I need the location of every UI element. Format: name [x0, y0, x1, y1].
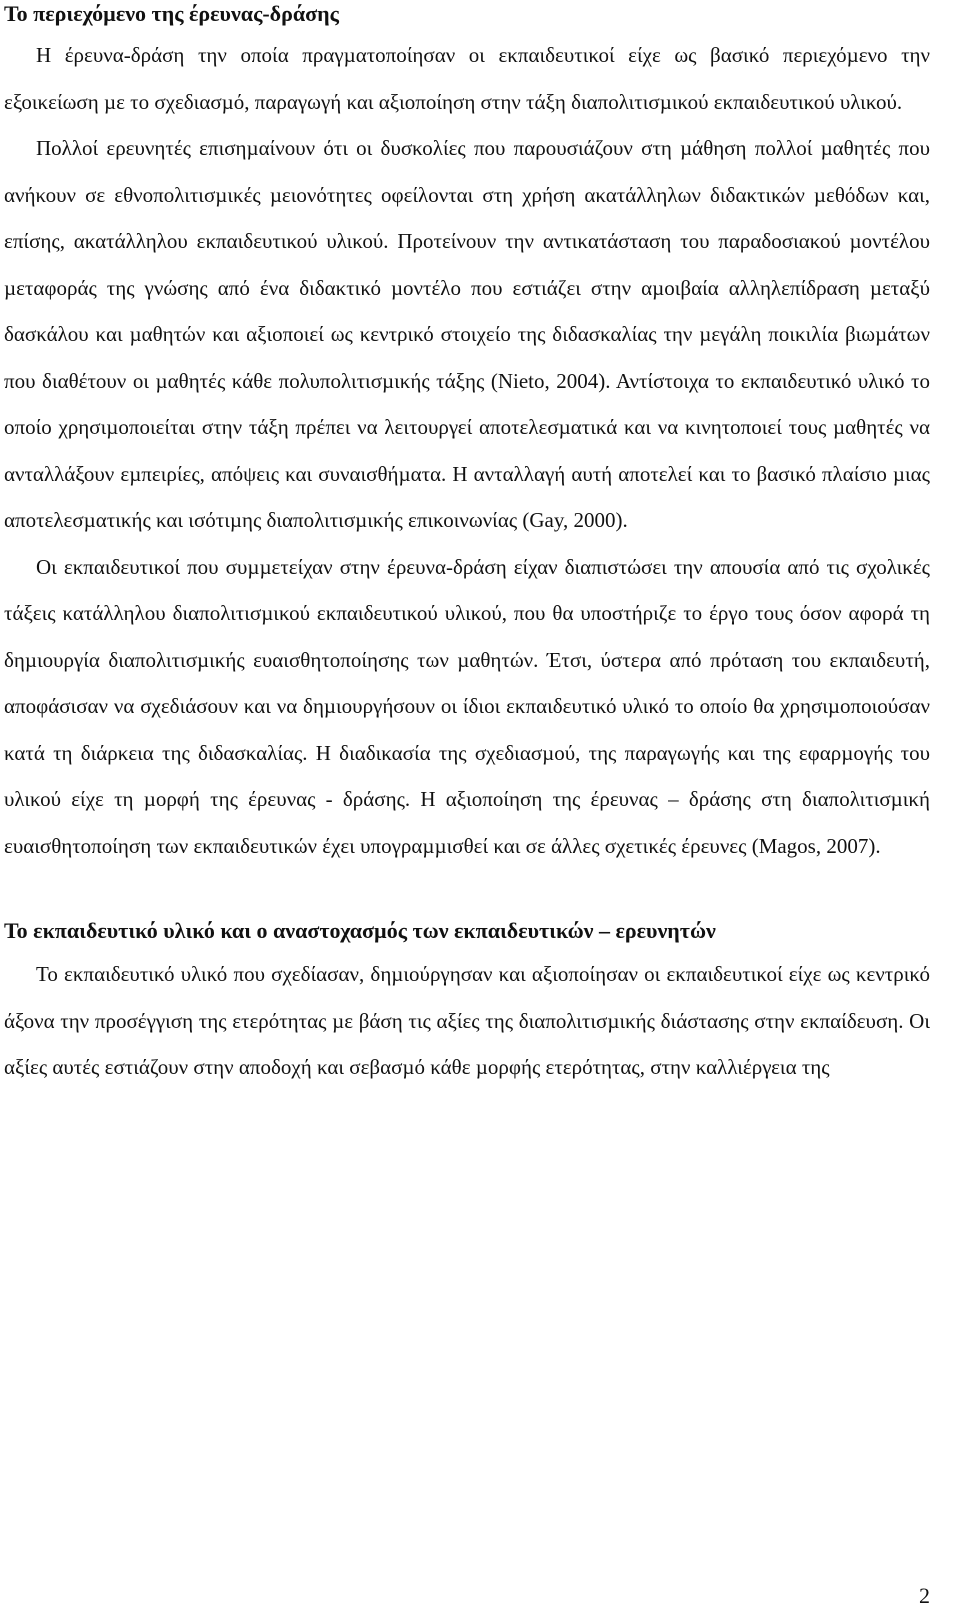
document-page [4, 0, 930, 1091]
page-number: 2 [919, 1583, 930, 1608]
paragraph: Οι εκπαιδευτικοί που συµµετείχαν στην έρευνα-δράση είχαν διαπιστώσει την απουσία από τις σχολικές τάξεις κατάλληλου διαπολιτισµικού εκπαιδευτικού υλικού, που θα υποστήριζε το έργο τους όσον αφορά τη δηµιουργία διαπολιτισµικής ευαισθητοποίησης των µαθητών. Έτσι, ύστερα από πρόταση του εκπαιδευτή, αποφάσισαν να σχεδιάσουν και να δηµιουργήσουν οι ίδιοι εκπαιδευτικό υλικό το οποίο θα χρησιµοποιούσαν κατά τη διάρκεια της διδασκαλίας. Η διαδικασία της σχεδιασµού, της παραγωγής και της εφαρµογής του υλικού είχε τη µορφή της έρευνας - δράσης. Η αξιοποίηση της έρευνας – δράσης στη διαπολιτισµική ευαισθητοποίηση των εκπαιδευτικών έχει υπογραµµισθεί και σε άλλες σχετικές έρευνες (Magos, 2007). [4, 554, 930, 858]
section-heading-research-content: Το περιεχόµενο της έρευνας-δράσης [4, 1, 339, 26]
paragraph: Πολλοί ερευνητές επισηµαίνουν ότι οι δυσκολίες που παρουσιάζουν στη µάθηση πολλοί µαθητές που ανήκουν σε εθνοπολιτισµικές µειονότητες οφείλονται στη χρήση ακατάλληλων διδακτικών µεθόδων και, επίσης, ακατάλληλου εκπαιδευτικού υλικού. Προτείνουν την αντικατάσταση του παραδοσιακού µοντέλου µεταφοράς της γνώσης από ένα διδακτικό µοντέλο που εστιάζει στην αµοιβαία αλληλεπίδραση µεταξύ δασκάλου και µαθητών και αξιοποιεί ως κεντρικό στοιχείο της διδασκαλίας την µεγάλη ποικιλία βιωµάτων που διαθέτουν οι µαθητές κάθε πολυπολιτισµικής τάξης (Nieto, 2004). Αντίστοιχα το εκπαιδευτικό υλικό το οποίο χρησιµοποιείται στην τάξη πρέπει να λειτουργεί αποτελεσµατικά και να κινητοποιεί τους µαθητές να ανταλλάξουν εµπειρίες, απόψεις και συναισθήµατα. Η ανταλλαγή αυτή αποτελεί και το βασικό πλαίσιο µιας αποτελεσµατικής και ισότιµης διαπολιτισµικής επικοινωνίας (Gay, 2000). [4, 136, 930, 532]
section-spacer [4, 869, 930, 903]
paragraph: Το εκπαιδευτικό υλικό που σχεδίασαν, δηµιούργησαν και αξιοποίησαν οι εκπαιδευτικοί είχε ως κεντρικό άξονα την προσέγγιση της ετερότητας µε βάση τις αξίες της διαπολιτισµικής διάστασης στην εκπαίδευση. Οι αξίες αυτές εστιάζουν στην αποδοχή και σεβασµό κάθε µορφής ετερότητας, στην καλλιέργεια της [4, 962, 930, 1079]
paragraph: Η έρευνα-δράση την οποία πραγµατοποίησαν οι εκπαιδευτικοί είχε ως βασικό περιεχόµενο την εξοικείωση µε το σχεδιασµό, παραγωγή και αξιοποίηση στην τάξη διαπολιτισµικού εκπαιδευτικού υλικού. [4, 43, 930, 114]
section-heading-educational-material: Το εκπαιδευτικό υλικό και ο αναστοχασµός των εκπαιδευτικών – ερευνητών [4, 918, 716, 943]
